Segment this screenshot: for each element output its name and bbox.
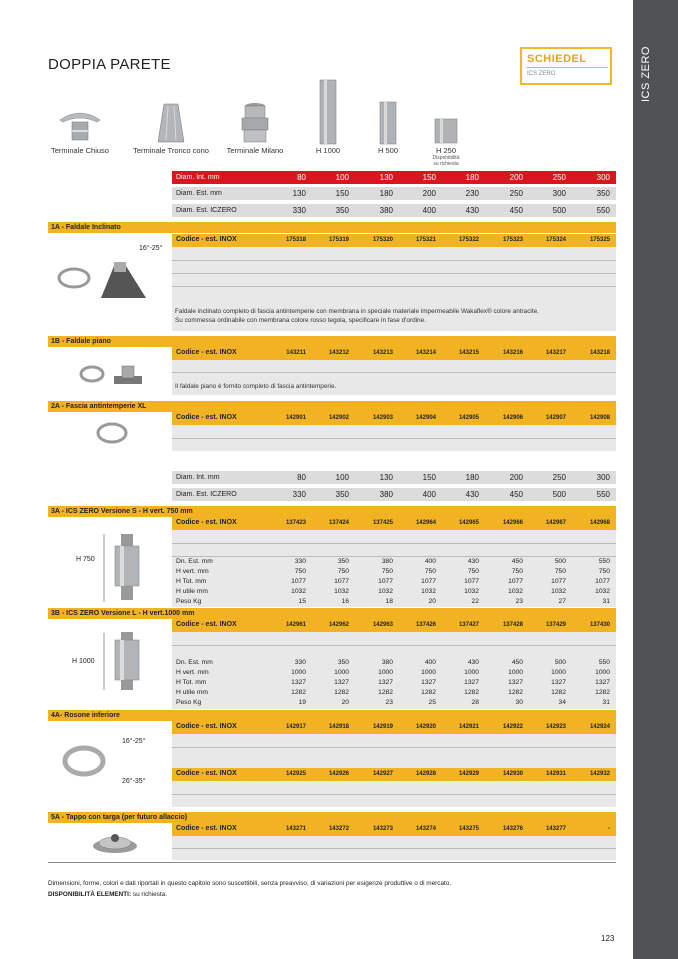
product-terminale-tronco	[131, 100, 211, 155]
section-3b-title: 3B - ICS ZERO Versione L - H vert.1000 mm	[48, 608, 616, 619]
product-terminale-milano	[222, 100, 288, 155]
specs-3a: Dn. Est. mm 330 350 380 400 430 450 500 550 H vert. mm 750 750 750 750 750 750 750 750 H Tot. mm 1077 1077 1077 1077 1077 1077 1077 1077 H utile mm 1032 1032 1032 1032 1032 1032 1032 1032 Peso Kg 15 16 18 20 22 23 27 31	[176, 558, 610, 605]
footer-disclaimer: Dimensioni, forme, colori e dati riportati in questo capitolo sono suscettibili, senza preavviso, di variazioni per esigenze produttive o di mercato.	[48, 880, 452, 887]
note-1a-1: Faldale inclinato completo di fascia antintemperie con membrana in speciale materiale impermeabile Wakaflex® colore antracite.	[175, 308, 539, 315]
page-title: DOPPIA PARETE	[48, 56, 171, 73]
section-3a-title: 3A - ICS ZERO Versione S - H vert. 750 mm	[48, 506, 616, 517]
codes-3b: Codice - est. INOX 142961 142962 142963 137426 137427 137428 137429 137430	[172, 619, 616, 632]
tube-h250-icon	[432, 116, 460, 146]
header2-diam-int: Diam. Int. mm 80 100 130 150 180 200 250 300	[172, 471, 616, 484]
footer-availability-value: su richiesta.	[131, 891, 167, 898]
tube-h1000-icon	[316, 78, 340, 146]
codes-5a: Codice - est. INOX 143271 143272 143273 143274 143275 143276 143277 -	[172, 823, 616, 836]
codes-3a: Codice - est. INOX 137423 137424 137425 142964 142965 142966 142967 142968	[172, 517, 616, 530]
product-label: Terminale Chiuso	[51, 146, 109, 155]
product-label: H 250	[435, 146, 456, 155]
section-2a-title: 2A - Fascia antintemperie XL	[48, 401, 616, 412]
angle-4a-2: 26°-35°	[122, 778, 146, 785]
header-diam-est: Diam. Est. mm 130 150 180 200 230 250 300 350	[172, 187, 616, 200]
product-terminale-chiuso	[50, 100, 110, 155]
rosone-icon	[60, 744, 110, 778]
section-4a-body-1	[172, 734, 616, 768]
terminale-chiuso-icon	[55, 100, 105, 146]
ics-zero-s-icon	[100, 530, 150, 606]
ics-zero-l-icon	[100, 630, 150, 692]
codes-4a-1: Codice - est. INOX 142917 142918 142919 142920 142921 142922 142923 142924	[172, 721, 616, 734]
footer-availability-label: DISPONIBILITÀ ELEMENTI:	[48, 891, 132, 898]
tube-h500-icon	[376, 100, 400, 146]
section-5a-title: 5A - Tappo con targa (per futuro allaccio)	[48, 812, 616, 823]
height-3b: H 1000	[72, 658, 95, 665]
header-diam-ics: Diam. Est. ICZERO 330 350 380 400 430 450 500 550	[172, 204, 616, 217]
page-number: 123	[601, 934, 615, 943]
note-1a-2: Su commessa ordinabile con membrana colore rosso tegola, specificare in fase d'ordine.	[175, 317, 426, 324]
codes-2a: Codice - est. INOX 142901 142902 142903 142904 142905 142906 142907 142908	[172, 412, 616, 425]
logo-name: SCHIEDEL	[527, 53, 587, 65]
brand-logo	[520, 47, 612, 85]
footer	[48, 878, 451, 900]
terminale-milano-icon	[230, 100, 280, 146]
note-1b: Il faldale piano è fornito completo di fascia antintemperie.	[175, 383, 337, 390]
angle-1a: 16°-25°	[139, 245, 163, 252]
logo-line: ICS ZERO	[527, 71, 556, 77]
product-label: Terminale Milano	[226, 146, 284, 155]
terminale-tronco-icon	[146, 100, 196, 146]
section-1b-title: 1B - Faldale piano	[48, 336, 616, 347]
tappo-icon	[90, 828, 140, 858]
sidebar-band	[633, 0, 678, 959]
faldale-inclinato-icon	[56, 258, 156, 304]
height-3a: H 750	[76, 556, 95, 563]
product-label: Terminale Tronco cono	[133, 146, 209, 155]
sidebar-label: ICS ZERO	[640, 46, 652, 102]
codes-1b: Codice - est. INOX 143211 143212 143213 143214 143215 143216 143217 143218	[172, 347, 616, 360]
product-h250: H 250 Disponibilità su richiesta	[428, 116, 464, 167]
product-h500	[371, 100, 405, 155]
faldale-piano-icon	[78, 360, 148, 388]
codes-1a: Codice - est. INOX 175318 175319 175320 175321 175322 175323 175324 175325	[172, 234, 616, 247]
angle-4a-1: 16°-25°	[122, 738, 146, 745]
specs-3b: Dn. Est. mm 330 350 380 400 430 450 500 550 H vert. mm 1000 1000 1000 1000 1000 1000 1000 1000 H Tot. mm 1327 1327 1327 1327 1327 1327 1327 1327 H utile mm 1282 1282 1282 1282 1282 1282 1282 1282 Peso Kg 19 20 23 25 28 30 34 31	[176, 659, 610, 706]
product-label: H 1000	[315, 146, 341, 155]
fascia-xl-icon	[94, 420, 130, 446]
section-1a-title: 1A - Faldale Inclinato	[48, 222, 616, 233]
product-label: H 500	[377, 146, 398, 155]
codes-4a-2: Codice - est. INOX 142925 142926 142927 142928 142929 142930 142931 142932	[172, 768, 616, 781]
product-h1000	[310, 78, 346, 155]
header-diam-int: Diam. Int. mm 80 100 130 150 180 200 250 300	[172, 171, 616, 184]
section-4a-title: 4A- Rosone inferiore	[48, 710, 616, 721]
header2-diam-ics: Diam. Est. ICZERO 330 350 380 400 430 450 500 550	[172, 488, 616, 501]
